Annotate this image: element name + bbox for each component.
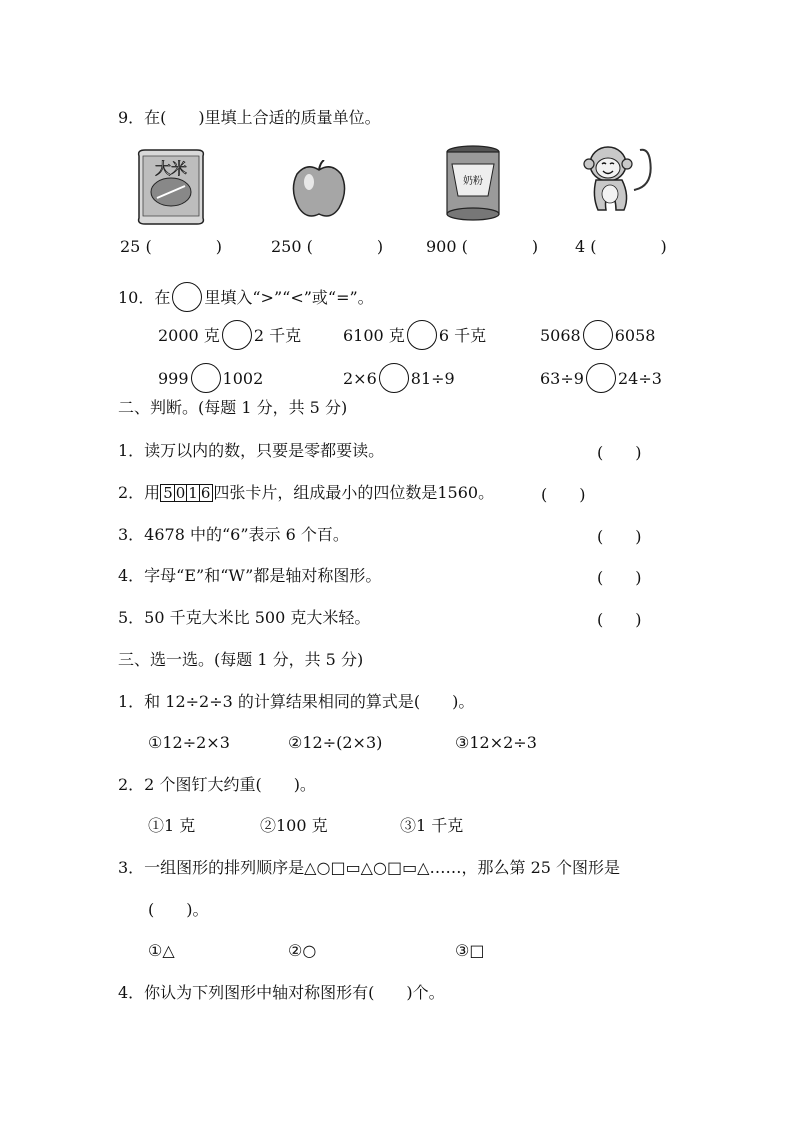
choice-option[interactable]: ②○ [288, 941, 317, 960]
q9-title: 9．在( )里填上合适的质量单位。 [118, 108, 381, 127]
milk-powder-can-icon [444, 144, 502, 226]
rice-bag-label: 大米 [154, 159, 188, 178]
compare-item [540, 320, 655, 350]
digit-card: 0 [175, 484, 186, 502]
judge-answer-paren[interactable]: ( ) [597, 527, 642, 546]
q10-title-post: 里填入“>”“<”或“=”。 [204, 288, 374, 307]
q10-title-pre: 10．在 [118, 288, 171, 307]
judge-item-3: 3．4678 中的“6”表示 6 个百。 [118, 525, 349, 544]
sec3-heading: 三、选一选。(每题 1 分，共 5 分) [118, 650, 364, 669]
q9-item-label-1: 25 ( ) [120, 237, 222, 256]
choice-option[interactable]: ③12×2÷3 [455, 733, 537, 752]
compare-left: 2×6 [343, 369, 377, 388]
choice-q4: 4．你认为下列图形中轴对称图形有( )个。 [118, 983, 445, 1002]
judge-answer-paren[interactable]: ( ) [541, 485, 586, 504]
monkey-icon [582, 140, 656, 224]
judge-answer-paren[interactable]: ( ) [597, 568, 642, 587]
answer-circle[interactable] [586, 363, 616, 393]
q9-item-label-4: 4 ( ) [575, 237, 667, 256]
judge-item-5: 5．50 千克大米比 500 克大米轻。 [118, 608, 371, 627]
digit-card: 5 [163, 484, 173, 502]
choice-option[interactable]: ①△ [148, 941, 175, 960]
answer-circle[interactable] [583, 320, 613, 350]
q10-title [118, 282, 374, 312]
compare-right: 6 千克 [438, 326, 487, 345]
rice-bag-icon [133, 146, 209, 232]
choice-q3-cont: ( )。 [148, 900, 209, 919]
choice-option[interactable]: ①12÷2×3 [148, 733, 230, 752]
judge-item-2-post: 四张卡片，组成最小的四位数是1560。 [213, 483, 495, 502]
q9-item-label-3: 900 ( ) [426, 237, 539, 256]
compare-item [343, 320, 486, 350]
choice-option[interactable]: ③□ [455, 941, 485, 960]
choice-option[interactable]: ①1 克 [148, 816, 196, 835]
compare-right: 1002 [222, 369, 264, 388]
compare-item [540, 363, 662, 393]
answer-circle[interactable] [222, 320, 252, 350]
choice-q2: 2．2 个图钉大约重( )。 [118, 775, 316, 794]
choice-option[interactable]: ②12÷(2×3) [288, 733, 383, 752]
answer-circle[interactable] [379, 363, 409, 393]
q9-item-label-2: 250 ( ) [271, 237, 384, 256]
judge-answer-paren[interactable]: ( ) [597, 610, 642, 629]
digit-card: 6 [200, 484, 211, 502]
choice-q3: 3．一组图形的排列顺序是△○□▭△○□▭△……，那么第 25 个图形是 [118, 858, 621, 877]
digit-card: 1 [188, 484, 198, 502]
answer-circle[interactable] [407, 320, 437, 350]
answer-circle[interactable] [191, 363, 221, 393]
choice-q1: 1．和 12÷2÷3 的计算结果相同的算式是( )。 [118, 692, 475, 711]
compare-left: 6100 克 [343, 326, 405, 345]
judge-item-1: 1．读万以内的数，只要是零都要读。 [118, 441, 385, 460]
judge-item-4: 4．字母“E”和“W”都是轴对称图形。 [118, 566, 382, 585]
compare-left: 999 [158, 369, 189, 388]
choice-option[interactable]: ③1 千克 [400, 816, 464, 835]
compare-left: 2000 克 [158, 326, 220, 345]
choice-option[interactable]: ②100 克 [260, 816, 328, 835]
sec2-heading: 二、判断。(每题 1 分，共 5 分) [118, 398, 348, 417]
can-label: 奶粉 [463, 176, 483, 187]
judge-item-2-pre: 2．用 [118, 483, 161, 502]
compare-right: 81÷9 [410, 369, 455, 388]
digit-cards [160, 484, 213, 502]
compare-right: 2 千克 [253, 326, 302, 345]
compare-left: 5068 [540, 326, 581, 345]
compare-left: 63÷9 [540, 369, 584, 388]
compare-right: 6058 [614, 326, 656, 345]
compare-item [158, 363, 263, 393]
apple-icon [291, 160, 347, 224]
judge-item-2 [118, 482, 494, 504]
judge-answer-paren[interactable]: ( ) [597, 443, 642, 462]
compare-item [158, 320, 301, 350]
compare-item [343, 363, 455, 393]
compare-circle-icon [172, 282, 202, 312]
compare-right: 24÷3 [617, 369, 662, 388]
